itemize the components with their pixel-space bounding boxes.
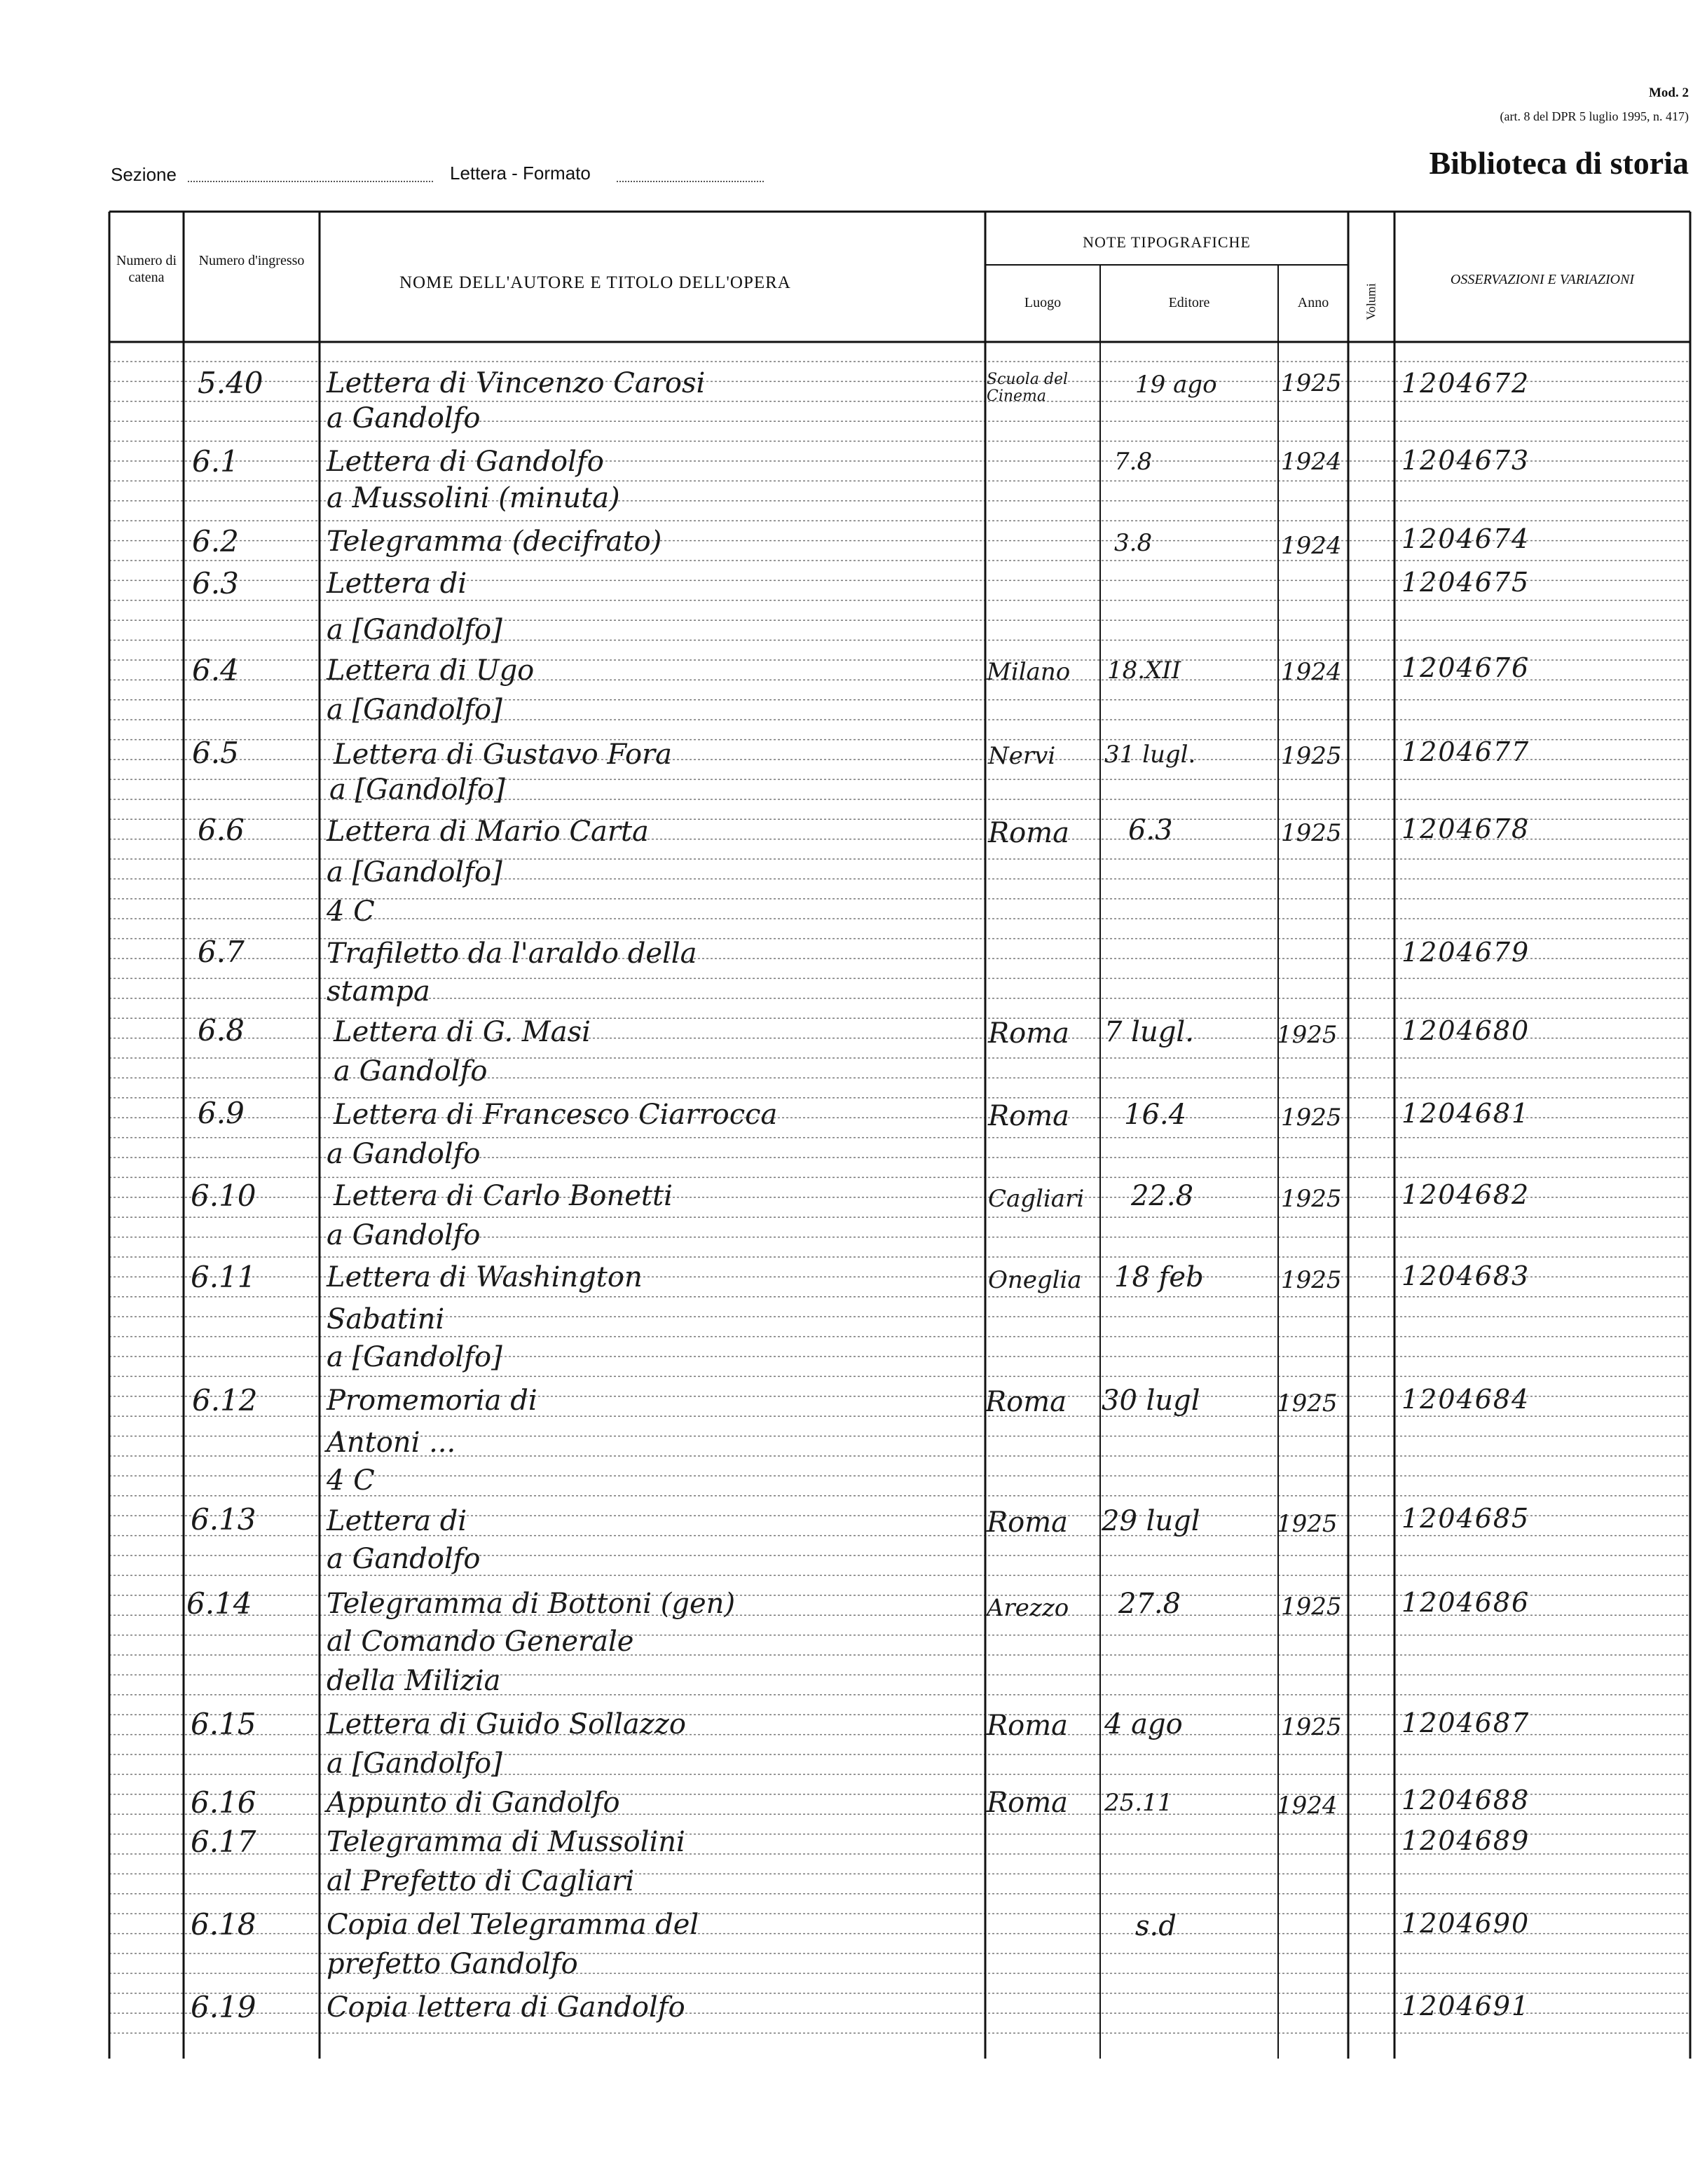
entry-title-line: Sabatini (327, 1303, 445, 1335)
entry-number: 6.10 (191, 1179, 256, 1213)
entry-number: 6.18 (191, 1907, 256, 1942)
entry-title-line: Antoni ... (327, 1427, 456, 1459)
entry-observation: 1204680 (1401, 1015, 1530, 1046)
entry-title-line: a Gandolfo (327, 402, 481, 434)
entry-luogo: Roma (988, 1017, 1069, 1050)
entry-title-line: Copia del Telegramma del (327, 1909, 699, 1941)
entry-editore: 27.8 (1118, 1588, 1181, 1620)
header-numero-catena: Numero di catena (116, 253, 177, 285)
entry-observation: 1204673 (1401, 445, 1530, 476)
header-autore-titolo: NOME DELL'AUTORE E TITOLO DELL'OPERA (399, 273, 791, 292)
entry-anno: 1925 (1281, 369, 1342, 397)
entry-title-line: 4 C (327, 1464, 375, 1497)
entry-luogo: Roma (987, 1506, 1068, 1539)
entry-anno: 1925 (1281, 1593, 1342, 1621)
entry-editore: 3.8 (1114, 529, 1153, 557)
entry-observation: 1204687 (1401, 1708, 1530, 1738)
entry-number: 6.4 (192, 653, 239, 687)
entry-luogo: Roma (988, 1100, 1069, 1132)
entry-title-line: a Gandolfo (334, 1055, 488, 1087)
entry-number: 6.13 (191, 1502, 256, 1537)
entry-title-line: Lettera di G. Masi (334, 1016, 591, 1048)
header-editore: Editore (1168, 295, 1210, 310)
form-model-label: Mod. 2 (1649, 85, 1689, 100)
entry-luogo: Milano (987, 658, 1071, 686)
entry-title-line: al Prefetto di Cagliari (327, 1865, 635, 1897)
entry-title-line: Lettera di Vincenzo Carosi (327, 367, 706, 399)
entry-editore: s.d (1135, 1910, 1177, 1942)
entry-anno: 1925 (1281, 819, 1342, 847)
entry-title-line: a [Gandolfo] (327, 614, 502, 646)
entry-editore: 18.XII (1107, 657, 1181, 685)
entry-title-line: a [Gandolfo] (329, 774, 505, 806)
entry-title-line: a [Gandolfo] (327, 694, 502, 726)
entry-anno: 1925 (1277, 1389, 1338, 1417)
entry-title-line: a [Gandolfo] (327, 856, 502, 888)
lettera-formato-label: Lettera - Formato (450, 163, 591, 184)
entry-editore: 30 lugl (1102, 1385, 1200, 1417)
entry-number: 6.11 (191, 1260, 256, 1294)
entry-editore: 29 lugl (1102, 1505, 1200, 1537)
entry-number: 6.2 (192, 524, 239, 558)
entry-editore: 6.3 (1128, 814, 1173, 846)
entry-luogo: Roma (988, 817, 1069, 849)
entry-observation: 1204676 (1401, 652, 1530, 683)
entry-title-line: Lettera di Francesco Ciarrocca (334, 1099, 778, 1131)
entry-title-line: Appunto di Gandolfo (327, 1787, 620, 1819)
entry-anno: 1924 (1281, 448, 1342, 476)
entry-title-line: Lettera di Carlo Bonetti (334, 1180, 673, 1212)
entry-title-line: a [Gandolfo] (327, 1341, 502, 1373)
entry-title-line: della Milizia (327, 1665, 501, 1697)
entry-title-line: Copia lettera di Gandolfo (327, 1991, 685, 2024)
entry-anno: 1925 (1281, 1266, 1342, 1294)
entry-anno: 1925 (1281, 742, 1342, 770)
entry-editore: 7 lugl. (1104, 1016, 1194, 1048)
sezione-label: Sezione (111, 164, 177, 185)
entry-number: 6.17 (191, 1825, 256, 1859)
entry-editore: 22.8 (1131, 1180, 1194, 1212)
entry-luogo: Oneglia (988, 1266, 1082, 1294)
entry-observation: 1204674 (1401, 523, 1530, 554)
entry-observation: 1204683 (1401, 1261, 1530, 1291)
entry-title-line: prefetto Gandolfo (327, 1948, 578, 1980)
entry-observation: 1204686 (1401, 1587, 1530, 1618)
entry-title-line: stampa (327, 975, 430, 1008)
entry-luogo: Cagliari (988, 1185, 1085, 1213)
entry-anno: 1924 (1281, 532, 1342, 560)
entry-observation: 1204679 (1401, 937, 1530, 968)
entry-anno: 1925 (1281, 1713, 1342, 1741)
entry-number: 6.7 (198, 935, 245, 969)
form-legal-reference: (art. 8 del DPR 5 luglio 1995, n. 417) (1500, 109, 1689, 123)
entry-number: 6.16 (191, 1785, 256, 1820)
entry-anno: 1925 (1281, 1185, 1342, 1213)
entry-title-line: Lettera di Gandolfo (327, 446, 604, 478)
entry-editore: 31 lugl. (1104, 741, 1196, 769)
header-volumi: Volumi (1364, 283, 1378, 320)
entry-title-line: Lettera di (327, 568, 467, 600)
entry-editore: 19 ago (1135, 371, 1217, 399)
entry-title-line: a Mussolini (minuta) (327, 482, 620, 514)
entry-number: 6.15 (191, 1707, 256, 1741)
entry-number: 6.5 (192, 736, 239, 770)
entry-editore: 4 ago (1104, 1708, 1183, 1740)
entry-observation: 1204682 (1401, 1179, 1530, 1210)
entry-number: 6.9 (198, 1096, 245, 1130)
header-luogo: Luogo (1024, 295, 1062, 310)
entry-luogo: Nervi (988, 742, 1056, 770)
entry-luogo: Scuola del Cinema (987, 371, 1069, 405)
entry-number: 6.3 (192, 566, 239, 600)
entry-title-line: Lettera di Gustavo Fora (334, 739, 673, 771)
entry-editore: 7.8 (1114, 448, 1153, 476)
entry-luogo: Arezzo (987, 1594, 1069, 1622)
entry-title-line: Lettera di Washington (327, 1261, 643, 1293)
entry-number: 6.1 (192, 444, 239, 479)
entry-title-line: 4 C (327, 895, 375, 928)
entry-number: 6.12 (192, 1383, 258, 1417)
entry-anno: 1924 (1281, 658, 1342, 686)
entry-observation: 1204678 (1401, 813, 1530, 844)
entry-number: 5.40 (198, 366, 263, 400)
entry-observation: 1204672 (1401, 368, 1530, 399)
entry-luogo: Roma (987, 1710, 1068, 1742)
entry-observation: 1204685 (1401, 1503, 1530, 1534)
entry-observation: 1204689 (1401, 1825, 1530, 1856)
entry-title-line: Lettera di Mario Carta (327, 816, 649, 848)
entry-anno: 1925 (1281, 1104, 1342, 1132)
entry-editore: 16.4 (1124, 1099, 1187, 1131)
entry-editore: 18 feb (1114, 1261, 1204, 1293)
entry-title-line: Telegramma di Bottoni (gen) (327, 1588, 736, 1620)
entry-observation: 1204681 (1401, 1098, 1530, 1129)
header-note-tipografiche: NOTE TIPOGRAFICHE (1083, 233, 1251, 251)
library-title: Biblioteca di storia (1429, 145, 1689, 181)
entry-title-line: Telegramma (decifrato) (327, 526, 662, 558)
entry-title-line: Promemoria di (327, 1385, 537, 1417)
entry-anno: 1924 (1277, 1792, 1338, 1820)
header-anno: Anno (1297, 295, 1329, 310)
entry-observation: 1204691 (1401, 1991, 1530, 2021)
entry-title-line: Lettera di (327, 1505, 467, 1537)
entry-observation: 1204688 (1401, 1785, 1530, 1815)
entry-title-line: Trafiletto da l'araldo della (327, 938, 697, 970)
entry-title-line: a [Gandolfo] (327, 1747, 502, 1780)
entry-title-line: a Gandolfo (327, 1543, 481, 1575)
entry-number: 6.19 (191, 1990, 256, 2024)
entry-observation: 1204675 (1401, 567, 1530, 598)
header-osservazioni: OSSERVAZIONI E VARIAZIONI (1450, 272, 1635, 287)
entry-title-line: al Comando Generale (327, 1626, 634, 1658)
entry-luogo: Roma (985, 1386, 1067, 1418)
entry-title-line: Lettera di Ugo (327, 654, 535, 687)
entry-title-line: Telegramma di Mussolini (327, 1826, 685, 1858)
entry-number: 6.8 (198, 1013, 245, 1048)
entry-title-line: Lettera di Guido Sollazzo (327, 1708, 686, 1740)
header-numero-ingresso: Numero d'ingresso (198, 253, 305, 268)
entry-observation: 1204690 (1401, 1908, 1530, 1939)
entry-luogo: Roma (987, 1787, 1068, 1819)
entry-observation: 1204684 (1401, 1384, 1530, 1415)
entry-title-line: a Gandolfo (327, 1138, 481, 1170)
entry-observation: 1204677 (1401, 736, 1530, 767)
entry-editore: 25.11 (1104, 1789, 1173, 1817)
entry-number: 6.14 (186, 1586, 252, 1621)
entry-anno: 1925 (1277, 1510, 1338, 1538)
entry-number: 6.6 (198, 813, 245, 847)
entry-title-line: a Gandolfo (327, 1219, 481, 1251)
entry-anno: 1925 (1277, 1021, 1338, 1049)
